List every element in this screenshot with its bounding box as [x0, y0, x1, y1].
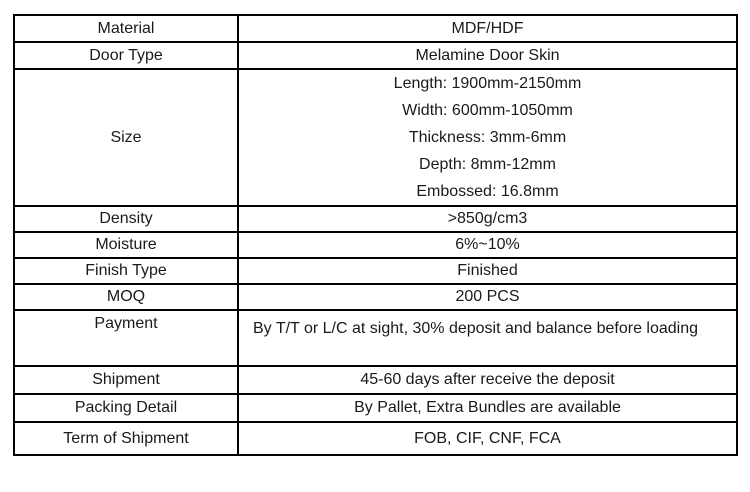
spec-label-term-of-shipment: Term of Shipment [14, 422, 238, 455]
size-line-length: Length: 1900mm-2150mm [393, 75, 582, 92]
spec-value-size [238, 69, 737, 206]
spec-value-door-type: Melamine Door Skin [238, 42, 737, 69]
spec-label-density: Density [14, 206, 238, 232]
spec-row-moisture [14, 232, 737, 258]
spec-row-material [14, 15, 737, 42]
spec-row-density [14, 206, 737, 232]
spec-row-moq [14, 284, 737, 310]
spec-value-moq: 200 PCS [238, 284, 737, 310]
spec-value-packing-detail: By Pallet, Extra Bundles are available [238, 394, 737, 422]
spec-value-material: MDF/HDF [238, 15, 737, 42]
spec-value-payment: By T/T or L/C at sight, 30% deposit and balance before loading [238, 310, 737, 366]
spec-label-packing-detail: Packing Detail [14, 394, 238, 422]
spec-row-shipment [14, 366, 737, 394]
spec-label-finish-type: Finish Type [14, 258, 238, 284]
size-line-embossed: Embossed: 16.8mm [416, 183, 559, 200]
spec-row-finish-type [14, 258, 737, 284]
size-line-thickness: Thickness: 3mm-6mm [408, 129, 567, 146]
product-spec-table [13, 14, 738, 456]
spec-row-payment [14, 310, 737, 366]
spec-label-size: Size [14, 69, 238, 206]
spec-row-size [14, 69, 737, 206]
spec-row-term-of-shipment [14, 422, 737, 455]
size-line-width: Width: 600mm-1050mm [402, 102, 573, 119]
spec-value-moisture: 6%~10% [238, 232, 737, 258]
spec-label-moisture: Moisture [14, 232, 238, 258]
spec-value-term-of-shipment: FOB, CIF, CNF, FCA [238, 422, 737, 455]
size-line-depth: Depth: 8mm-12mm [419, 156, 556, 173]
spec-value-density: >850g/cm3 [238, 206, 737, 232]
spec-label-material: Material [14, 15, 238, 42]
spec-label-moq: MOQ [14, 284, 238, 310]
spec-row-door-type [14, 42, 737, 69]
spec-value-finish-type: Finished [238, 258, 737, 284]
spec-row-packing-detail [14, 394, 737, 422]
spec-label-payment: Payment [14, 310, 238, 366]
spec-value-shipment: 45-60 days after receive the deposit [238, 366, 737, 394]
spec-label-door-type: Door Type [14, 42, 238, 69]
spec-label-shipment: Shipment [14, 366, 238, 394]
